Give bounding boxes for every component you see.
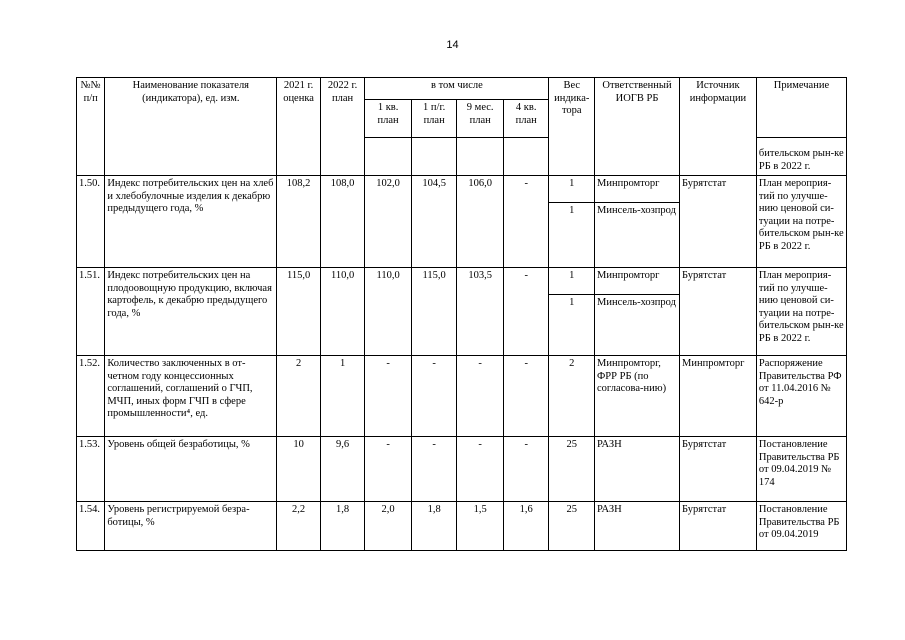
carry-note: бительском рын-ке РБ в 2022 г. xyxy=(756,138,846,176)
header-row xyxy=(77,78,847,100)
row-num: 1.50. xyxy=(77,176,105,268)
row-weight: 1 xyxy=(549,203,595,268)
row-note: Постановление Правительства РБ от 09.04.2019 № 174 xyxy=(756,437,846,502)
row-name: Уровень регистрируемой безра-ботицы, % xyxy=(105,502,277,551)
row-2021: 108,2 xyxy=(277,176,321,268)
col-resp-header: Ответственный ИОГВ РБ xyxy=(595,78,680,176)
row-source: Бурятстат xyxy=(680,437,757,502)
row-weight: 25 xyxy=(549,502,595,551)
row-resp: РАЗН xyxy=(595,502,680,551)
col-q1-header: 1 кв. план xyxy=(365,100,412,138)
row-num: 1.52. xyxy=(77,356,105,437)
row-q1: 110,0 xyxy=(365,268,412,356)
row-9m: 1,5 xyxy=(457,502,504,551)
row-note: Распоряжение Правительства РФ от 11.04.2016 № 642-р xyxy=(756,356,846,437)
row-h1: 115,0 xyxy=(411,268,457,356)
col-incl-header: в том числе xyxy=(365,78,549,100)
row-resp: Минпромторг xyxy=(595,176,680,203)
row-source: Бурятстат xyxy=(680,176,757,268)
row-name: Индекс потребительских цен на хлеб и хлебобулочные изделия к декабрю предыдущего года, % xyxy=(105,176,277,268)
row-q4: 1,6 xyxy=(503,502,549,551)
col-q4-header: 4 кв. план xyxy=(503,100,549,138)
row-weight: 1 xyxy=(549,176,595,203)
row-2022: 9,6 xyxy=(320,437,365,502)
row-num: 1.54. xyxy=(77,502,105,551)
row-name: Количество заключенных в от-четном году концессионных соглашений, соглашений о ГЧП, МЧП, иных форм ГЧП в сфере промышленности⁴, ед. xyxy=(105,356,277,437)
row-h1: 104,5 xyxy=(411,176,457,268)
row-weight: 1 xyxy=(549,268,595,295)
row-2022: 1,8 xyxy=(320,502,365,551)
row-q4: - xyxy=(503,356,549,437)
col-2022-header: 2022 г. план xyxy=(320,78,365,176)
row-weight: 2 xyxy=(549,356,595,437)
row-q1: - xyxy=(365,437,412,502)
col-source-header: Источник информации xyxy=(680,78,757,176)
col-h1-header: 1 п/г. план xyxy=(411,100,457,138)
row-9m: 103,5 xyxy=(457,268,504,356)
col-2021-header: 2021 г. оценка xyxy=(277,78,321,176)
row-2021: 2 xyxy=(277,356,321,437)
row-q1: - xyxy=(365,356,412,437)
table-row xyxy=(77,268,847,295)
row-q4: - xyxy=(503,176,549,268)
row-source: Бурятстат xyxy=(680,502,757,551)
row-note: План мероприя-тий по улучше-нию ценовой си-туации на потре-бительском рын-ке РБ в 2022 г. xyxy=(756,176,846,268)
row-2022: 1 xyxy=(320,356,365,437)
row-source: Бурятстат xyxy=(680,268,757,356)
row-weight: 25 xyxy=(549,437,595,502)
indicators-table xyxy=(76,77,847,551)
row-q1: 2,0 xyxy=(365,502,412,551)
row-q1: 102,0 xyxy=(365,176,412,268)
row-9m: 106,0 xyxy=(457,176,504,268)
row-name: Индекс потребительских цен на плодоовощную продукцию, включая картофель, к декабрю предыдущего года, % xyxy=(105,268,277,356)
row-9m: - xyxy=(457,356,504,437)
row-weight: 1 xyxy=(549,295,595,356)
col-num-header: №№ п/п xyxy=(77,78,105,176)
row-note: План мероприя-тий по улучше-нию ценовой си-туации на потре-бительском рын-ке РБ в 2022 г. xyxy=(756,268,846,356)
row-9m: - xyxy=(457,437,504,502)
page-number: 14 xyxy=(446,39,459,51)
row-2022: 110,0 xyxy=(320,268,365,356)
row-2021: 2,2 xyxy=(277,502,321,551)
row-resp: РАЗН xyxy=(595,437,680,502)
col-9m-header: 9 мес. план xyxy=(457,100,504,138)
row-source: Минпромторг xyxy=(680,356,757,437)
row-2021: 115,0 xyxy=(277,268,321,356)
row-h1: - xyxy=(411,437,457,502)
row-h1: 1,8 xyxy=(411,502,457,551)
row-name: Уровень общей безработицы, % xyxy=(105,437,277,502)
row-resp: Минпромторг xyxy=(595,268,680,295)
row-num: 1.53. xyxy=(77,437,105,502)
row-resp: Минсель-хозпрод xyxy=(595,203,680,268)
table-row xyxy=(77,437,847,502)
table-row xyxy=(77,356,847,437)
row-2021: 10 xyxy=(277,437,321,502)
row-resp: Минпромторг, ФРР РБ (по согласова-нию) xyxy=(595,356,680,437)
row-q4: - xyxy=(503,437,549,502)
row-2022: 108,0 xyxy=(320,176,365,268)
col-name-header: Наименование показателя (индикатора), ед. изм. xyxy=(105,78,277,176)
col-weight-header: Вес индика-тора xyxy=(549,78,595,176)
row-resp: Минсель-хозпрод xyxy=(595,295,680,356)
table-row xyxy=(77,176,847,203)
row-note: Постановление Правительства РБ от 09.04.2019 xyxy=(756,502,846,551)
col-note-header: Примечание xyxy=(756,78,846,138)
table-row xyxy=(77,502,847,551)
row-q4: - xyxy=(503,268,549,356)
row-h1: - xyxy=(411,356,457,437)
row-num: 1.51. xyxy=(77,268,105,356)
